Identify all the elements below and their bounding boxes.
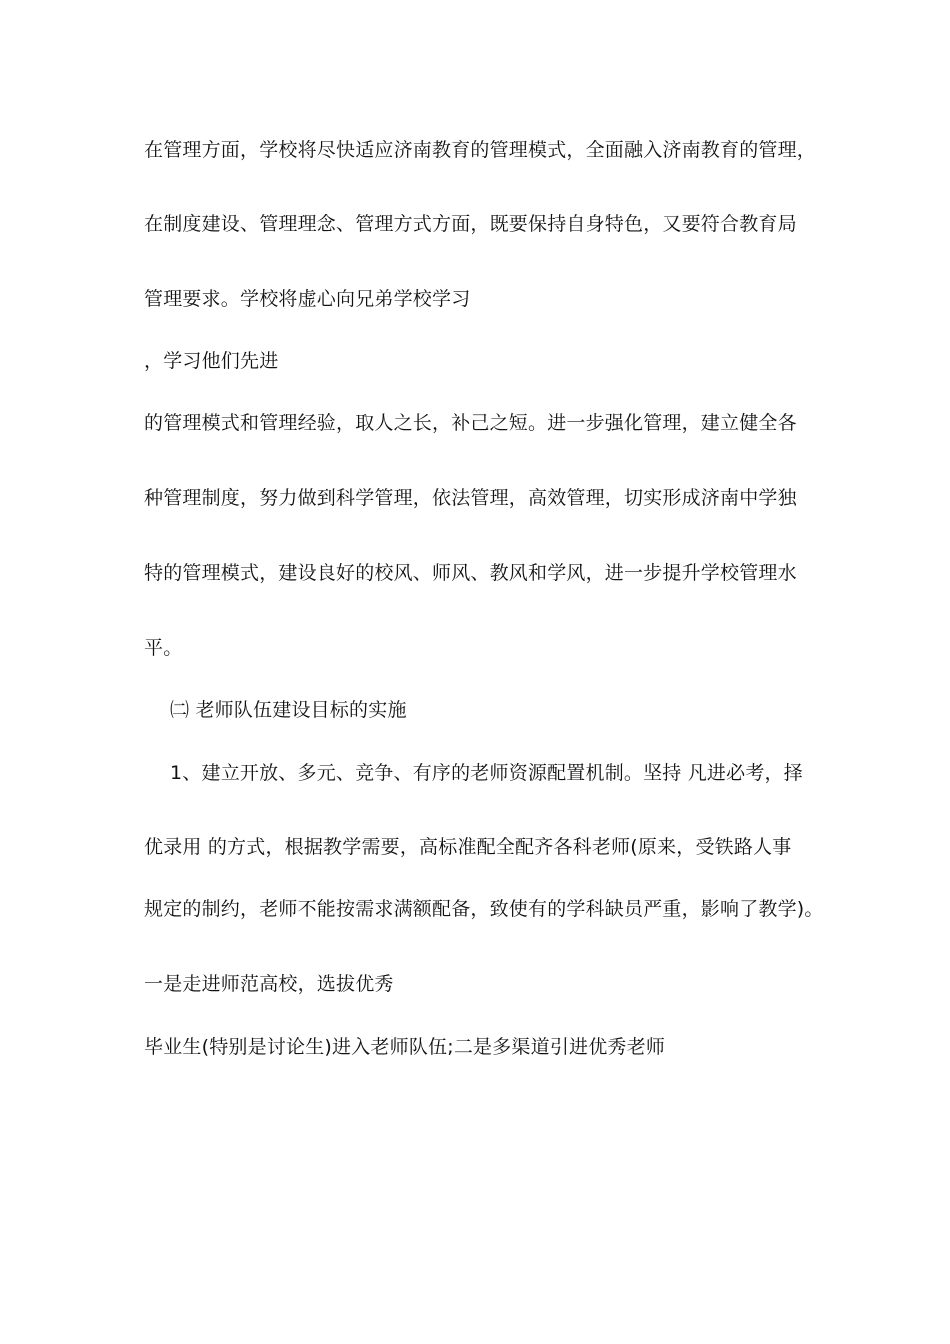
paragraph-line: 在制度建设、管理理念、管理方式方面，既要保持自身特色，又要符合教育局: [144, 213, 797, 235]
paragraph-line: 1、建立开放、多元、竞争、有序的老师资源配置机制。坚持 凡进必考，择: [170, 762, 803, 784]
paragraph-line: 平。: [144, 637, 183, 659]
paragraph-line: 的管理模式和管理经验，取人之长，补己之短。进一步强化管理，建立健全各: [144, 412, 797, 434]
paragraph-line: 在管理方面，学校将尽快适应济南教育的管理模式，全面融入济南教育的管理，: [144, 139, 817, 161]
paragraph-line: 管理要求。学校将虚心向兄弟学校学习: [144, 288, 471, 310]
paragraph-line: 优录用 的方式，根据教学需要，高标准配全配齐各科老师(原来，受铁路人事: [144, 836, 792, 858]
paragraph-line: 种管理制度，努力做到科学管理，依法管理，高效管理，切实形成济南中学独: [144, 487, 797, 509]
paragraph-line: 特的管理模式，建设良好的校风、师风、教风和学风，进一步提升学校管理水: [144, 562, 797, 584]
paragraph-line: 毕业生(特别是讨论生)进入老师队伍;二是多渠道引进优秀老师: [144, 1036, 666, 1058]
paragraph-line: 规定的制约，老师不能按需求满额配备，致使有的学科缺员严重，影响了教学)。: [144, 898, 824, 920]
paragraph-line: ，学习他们先进: [144, 350, 279, 372]
paragraph-line: 一是走进师范高校，选拔优秀: [144, 973, 394, 995]
section-heading: ㈡ 老师队伍建设目标的实施: [170, 699, 407, 721]
